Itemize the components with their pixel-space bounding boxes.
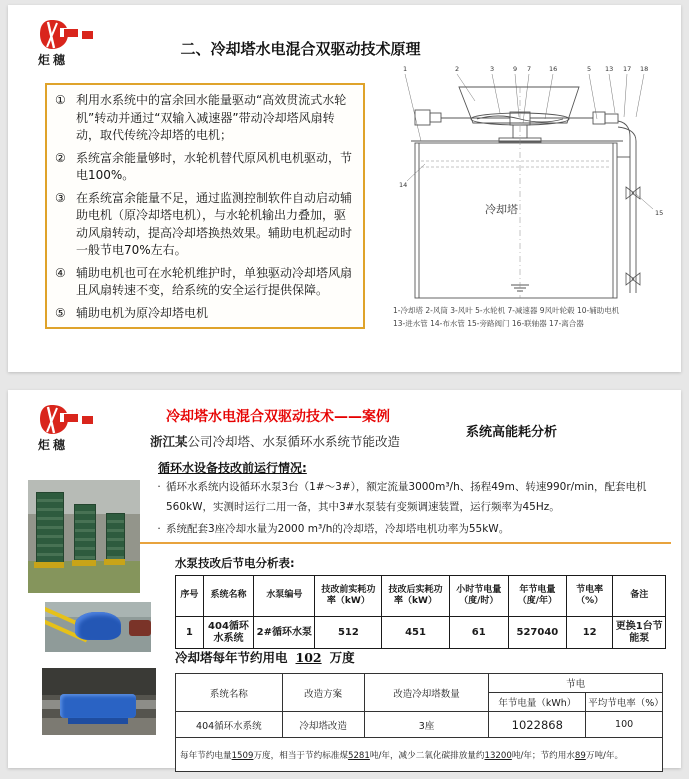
diagram-label-17: 17 bbox=[623, 65, 632, 73]
cell-seq: 1 bbox=[176, 617, 204, 649]
header-cell: 序号 bbox=[176, 576, 204, 617]
bullet-item-1 bbox=[152, 477, 672, 518]
diagram-label-2: 2 bbox=[455, 65, 460, 73]
principle-item-1 bbox=[55, 92, 355, 145]
slide-case-study bbox=[8, 390, 681, 768]
photo-tower-base bbox=[72, 560, 96, 566]
cell-rate: 100 bbox=[586, 712, 663, 738]
table-row bbox=[176, 617, 666, 649]
cell-system: 404循环水系统 bbox=[203, 617, 254, 649]
subtitle-rest: 公司冷却塔、水泵循环水系统节能改造 bbox=[187, 434, 401, 449]
cell-system: 404循环水系统 bbox=[176, 712, 283, 738]
diagram-caption-line2: 13-进水管 14-布水管 15-旁路阀门 16-联轴器 17-离合器 bbox=[393, 318, 584, 328]
photo-tower-structure bbox=[106, 513, 125, 563]
cell-remark: 更换1台节能泵 bbox=[613, 617, 666, 649]
note-pre: 冷却塔每年节约用电 bbox=[175, 650, 288, 665]
item-text: 在系统富余能量不足，通过监测控制软件自动启动辅助电机（原冷却塔电机），与水轮机输出力叠加，驱动风扇转动，提高冷却塔换热效果。辅助电机起动时一般节电70%左右。 bbox=[76, 190, 353, 258]
item-text: 辅助电机为原冷却塔电机 bbox=[76, 305, 209, 320]
photo-red-pipe bbox=[129, 620, 151, 636]
photo-shaft bbox=[42, 700, 62, 709]
principle-item-4 bbox=[55, 265, 355, 300]
bullet-text: 循环水系统内设循环水泵3台（1#～3#），额定流量3000m³/h、扬程49m、转速990r/min，配套电机560kW，实测时运行二用一备，其中3#水泵装有变频调速装置，运行频率为45Hz。 bbox=[166, 481, 647, 514]
footer-summary bbox=[176, 738, 663, 772]
table-header-row bbox=[176, 576, 666, 617]
table-footer-row bbox=[176, 738, 663, 772]
photo-tower-structure bbox=[36, 492, 64, 566]
cell-power-after: 451 bbox=[382, 617, 449, 649]
cell-hourly-saving: 61 bbox=[449, 617, 508, 649]
header-rate: 平均节电率（%） bbox=[586, 693, 663, 712]
principle-list-box bbox=[45, 83, 365, 329]
bullet-item-2 bbox=[152, 519, 672, 539]
header-cell: 水泵编号 bbox=[254, 576, 315, 617]
bullet-dot: · bbox=[157, 481, 161, 493]
item-text: 利用水系统中的富余回水能量驱动“高效贯流式水轮机”转动并通过“双输入减速器”带动冷却塔风扇转动，取代传统冷却塔的电机； bbox=[76, 93, 347, 143]
item-text: 辅助电机也可在水轮机维护时，单独驱动冷却塔风扇且风扇转速不变，给系统的安全运行提供保障。 bbox=[76, 265, 353, 298]
cell-count: 3座 bbox=[364, 712, 489, 738]
item-text: 系统富余能量够时，水轮机替代原风机电机驱动，节电100%。 bbox=[76, 150, 353, 183]
tower-retrofit-table bbox=[175, 673, 663, 772]
footer-number: 1509 bbox=[231, 750, 254, 761]
section-heading: 循环水设备技改前运行情况: bbox=[158, 461, 307, 475]
slide-principle bbox=[8, 5, 681, 372]
header-system: 系统名称 bbox=[176, 674, 283, 712]
cooling-tower-drawing-icon bbox=[393, 61, 677, 303]
diagram-label-18: 18 bbox=[640, 65, 649, 73]
footer-text: 万度，相当于节约标准煤 bbox=[253, 750, 348, 761]
header-count: 改造冷却塔数量 bbox=[364, 674, 489, 712]
footer-text: 吨/年，减少二氧化碳排放量约 bbox=[369, 750, 485, 761]
bullet-list bbox=[152, 477, 672, 540]
photo-gearbox-feet bbox=[68, 718, 128, 724]
pump-savings-table bbox=[175, 575, 666, 649]
header-cell: 技改后实耗功率（kW） bbox=[382, 576, 449, 617]
principle-item-2 bbox=[55, 150, 355, 185]
footer-number: 13200 bbox=[484, 750, 512, 761]
header-cell: 年节电量（度/年） bbox=[508, 576, 566, 617]
diagram-label-3: 3 bbox=[490, 65, 495, 73]
cell-power-before: 512 bbox=[315, 617, 382, 649]
diagram-label-13: 13 bbox=[605, 65, 614, 73]
cooling-tower-diagram bbox=[393, 61, 677, 331]
cell-pump-id: 2#循环水泵 bbox=[254, 617, 315, 649]
diagram-label-16: 16 bbox=[549, 65, 558, 73]
item-marker: ④ bbox=[55, 265, 66, 280]
bullet-text: 系统配套3座冷却水量为2000 m³/h的冷却塔，冷却塔电机功率为55kW。 bbox=[166, 522, 510, 535]
slide1-title: 二、冷却塔水电混合双驱动技术原理 bbox=[180, 40, 421, 58]
header-cell: 系统名称 bbox=[203, 576, 254, 617]
table1-title: 水泵技改后节电分析表: bbox=[175, 556, 295, 570]
footer-text: 万吨/年。 bbox=[585, 750, 624, 761]
header-cell: 备注 bbox=[613, 576, 666, 617]
principle-item-3 bbox=[55, 190, 355, 260]
note-number: 102 bbox=[295, 650, 322, 665]
footer-number: 89 bbox=[574, 750, 586, 761]
diagram-label-15: 15 bbox=[655, 209, 664, 217]
footer-text: 吨/年；节约用水 bbox=[511, 750, 575, 761]
item-marker: ① bbox=[55, 93, 66, 107]
cell-plan: 冷却塔改造 bbox=[282, 712, 364, 738]
photo-gearbox-body bbox=[60, 694, 136, 718]
photo-tower-base bbox=[34, 562, 64, 568]
footer-number: 5281 bbox=[348, 750, 370, 761]
photo-industrial-cooling-towers bbox=[28, 480, 140, 593]
item-marker: ② bbox=[55, 150, 66, 165]
subtitle-company: 浙江某 bbox=[150, 434, 188, 449]
principle-item-5 bbox=[55, 305, 355, 323]
diagram-label-5: 5 bbox=[587, 65, 592, 73]
note-post: 万度 bbox=[329, 650, 355, 665]
footer-text: 每年节约电量 bbox=[180, 750, 232, 761]
logo-brand-text: 炬穗 bbox=[38, 53, 69, 67]
photo-shaft bbox=[134, 700, 156, 709]
slide2-subtitle bbox=[150, 432, 400, 450]
header-cell: 技改前实耗功率（kW） bbox=[315, 576, 382, 617]
diagram-caption-line1: 1-冷却塔 2-风筒 3-风叶 5-水轮机 7-减速器 9风叶轮毂 10-辅助电机 bbox=[393, 306, 620, 315]
tower-label: 冷却塔 bbox=[485, 203, 518, 216]
diagram-label-9: 9 bbox=[513, 65, 518, 73]
photo-blue-circulating-pump bbox=[45, 602, 151, 652]
header-cell: 节电率（%） bbox=[566, 576, 613, 617]
cell-saving-rate: 12 bbox=[566, 617, 613, 649]
annual-saving-note bbox=[175, 648, 355, 666]
header-plan: 改造方案 bbox=[282, 674, 364, 712]
item-marker: ③ bbox=[55, 190, 66, 205]
diagram-label-7: 7 bbox=[527, 65, 532, 73]
header-kwh: 年节电量（kWh） bbox=[489, 693, 586, 712]
slide2-title: 冷却塔水电混合双驱动技术——案例 bbox=[166, 409, 390, 425]
flame-logo-icon bbox=[38, 404, 96, 436]
diagram-label-14: 14 bbox=[399, 181, 408, 189]
bullet-dot: · bbox=[157, 522, 161, 535]
item-marker: ⑤ bbox=[55, 305, 66, 320]
table-header-group-row bbox=[176, 674, 663, 693]
header-cell: 小时节电量（度/时） bbox=[449, 576, 508, 617]
company-logo bbox=[38, 404, 104, 452]
photo-tower-structure bbox=[74, 504, 96, 564]
analysis-heading: 系统高能耗分析 bbox=[466, 425, 558, 440]
photo-blue-gearbox-unit bbox=[42, 668, 156, 735]
diagram-label-1: 1 bbox=[403, 65, 408, 73]
header-saving-group: 节电 bbox=[489, 674, 663, 693]
cell-yearly-saving: 527040 bbox=[508, 617, 566, 649]
divider-line bbox=[65, 542, 671, 544]
photo-pump-body bbox=[75, 612, 121, 640]
cell-kwh: 1022868 bbox=[489, 712, 586, 738]
photo-tower-base bbox=[104, 559, 125, 565]
logo-brand-text: 炬穗 bbox=[38, 438, 69, 452]
table-row bbox=[176, 712, 663, 738]
